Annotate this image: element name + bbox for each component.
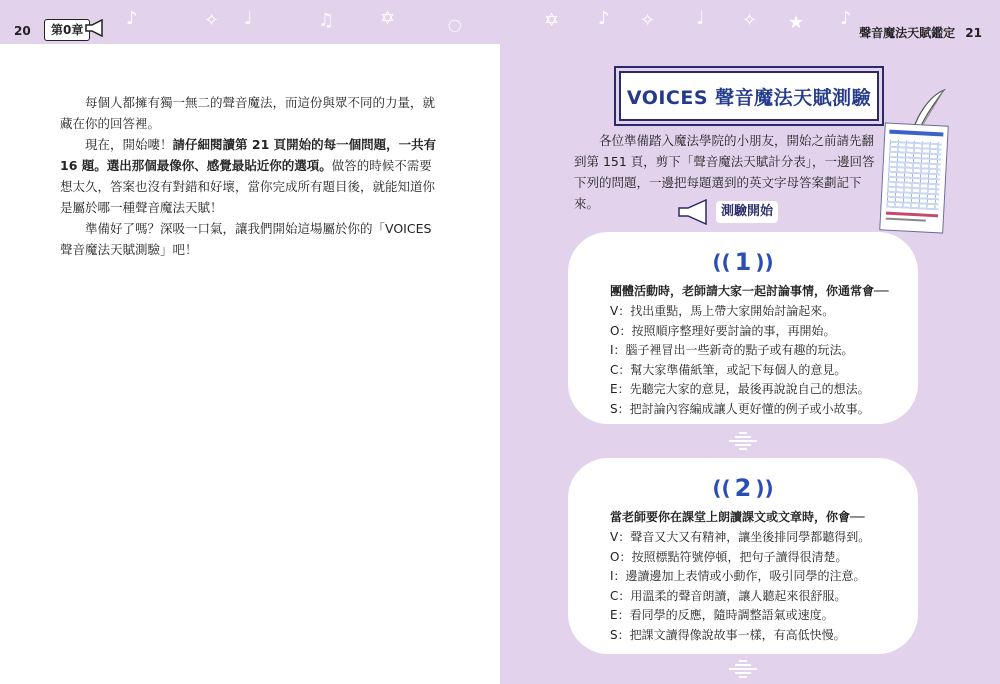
music-note-icon: ♪	[598, 8, 610, 29]
question-number-badge	[568, 470, 918, 506]
answer-option: S：把課文讀得像說故事一樣，有高低快慢。	[610, 627, 846, 642]
header-title: 聲音魔法天賦鑑定	[859, 26, 956, 40]
megaphone-icon	[676, 198, 712, 226]
question-number: 2	[734, 474, 752, 502]
music-note-icon: ♩	[696, 8, 705, 29]
left-body-text	[60, 92, 440, 260]
sparkle-icon: ✧	[640, 10, 656, 31]
answer-option: S：把討論內容編成讓人更好懂的例子或小故事。	[610, 401, 870, 416]
sound-waves-left-icon: ((	[712, 250, 731, 274]
option-list	[610, 302, 870, 419]
answer-option: C：用溫柔的聲音朗讀，讓人聽起來很舒服。	[610, 588, 847, 603]
bold-text-run: 請仔細閱讀第 21 頁開始的每一個問題，一共有 16 題。選出那個最像你、感覺最貼近你的選項。	[60, 137, 437, 173]
answer-option: I：腦子裡冒出一些新奇的點子或有趣的玩法。	[610, 343, 854, 357]
star-of-david-icon: ✡	[380, 8, 396, 29]
text-run: 準備好了嗎？深吸一口氣，讓我們開始這場屬於你的「VOICES 聲音魔法天賦測驗」吧！	[60, 221, 432, 257]
sound-waves-right-icon: ))	[755, 476, 774, 500]
intro-text: 各位準備踏入魔法學院的小朋友，開始之前請先翻到第 151 頁，剪下「聲音魔法天賦計分表」，一邊回答下列的問題，一邊把每題選到的英文字母答案劃記下來。	[574, 133, 875, 211]
page-number-right: 21	[965, 26, 982, 40]
answer-option: O：按照順序整理好要討論的事，再開始。	[610, 323, 836, 338]
double-note-icon: ♫	[318, 10, 335, 31]
star-icon: ★	[788, 12, 805, 33]
answer-option: E：看同學的反應，隨時調整語氣或速度。	[610, 608, 834, 622]
test-start-label: 測驗開始	[716, 201, 778, 223]
test-title: VOICES 聲音魔法天賦測驗	[626, 86, 872, 109]
answer-option: V：找出重點，馬上帶大家開始討論起來。	[610, 304, 835, 318]
music-note-icon: ♪	[126, 8, 138, 29]
music-note-icon: ♪	[840, 8, 852, 29]
sound-waves-right-icon: ))	[755, 250, 774, 274]
question-number-badge	[568, 244, 918, 280]
page-number-left: 20	[14, 24, 31, 38]
test-title-banner	[619, 71, 879, 121]
left-paragraph	[60, 218, 440, 260]
answer-option: V：聲音又大又有精神，讓坐後排同學都聽得到。	[610, 530, 871, 544]
score-sheet-illustration	[879, 122, 949, 233]
page-header-right	[859, 24, 982, 41]
question-stem: 當老師要你在課堂上朗讀課文或文章時，你會──	[610, 510, 865, 524]
answer-option: E：先聽完大家的意見，最後再說說自己的想法。	[610, 382, 870, 396]
question-card	[568, 232, 918, 424]
question-stem: 團體活動時，老師請大家一起討論事情，你通常會──	[610, 284, 889, 298]
option-list	[610, 528, 870, 645]
text-run: 每個人都擁有獨一無二的聲音魔法，而這份與眾不同的力量，就藏在你的回答裡。	[60, 95, 436, 131]
left-paragraph	[60, 92, 440, 134]
sparkle-icon: ✧	[204, 10, 220, 31]
left-paragraph	[60, 134, 440, 218]
sound-waves-left-icon: ((	[712, 476, 731, 500]
answer-option: C：幫大家準備紙筆，或記下每個人的意見。	[610, 362, 847, 377]
text-run: 做答的時候不需要想太久，答案也沒有對錯和好壞，當你完成所有題目後，就能知道你是屬於哪一種聲音魔法天賦！	[60, 158, 436, 215]
wave-divider	[728, 432, 758, 454]
circle-icon: ◯	[448, 18, 462, 32]
sparkle-icon: ✧	[742, 10, 758, 31]
star-of-david-icon: ✡	[544, 10, 560, 31]
wave-divider	[728, 660, 758, 682]
answer-option: O：按照標點符號停頓，把句子讀得很清楚。	[610, 549, 848, 564]
chapter-label: 第0章	[44, 19, 90, 41]
question-number: 1	[734, 248, 752, 276]
megaphone-icon	[84, 17, 106, 39]
question-card	[568, 458, 918, 654]
text-run: 現在，開始嘍！	[85, 137, 173, 152]
answer-option: I：邊讀邊加上表情或小動作，吸引同學的注意。	[610, 569, 866, 583]
music-note-icon: ♩	[244, 8, 253, 29]
